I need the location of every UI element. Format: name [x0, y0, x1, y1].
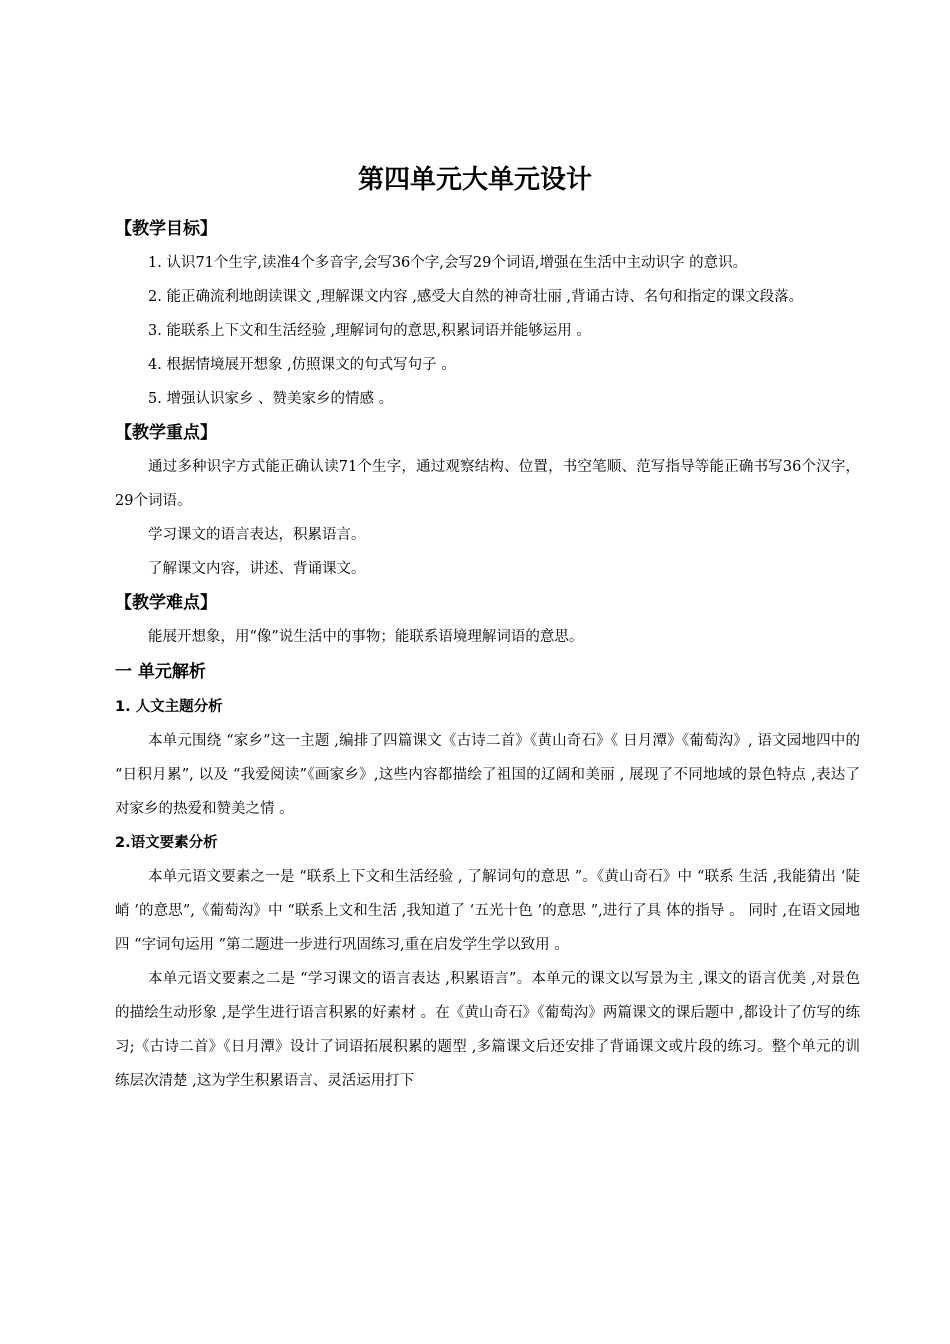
objective-item-2: 2. 能正确流利地朗读课文 ,理解课文内容 ,感受大自然的神奇壮丽 ,背诵古诗、名句和指定的课文段落。 [148, 289, 804, 305]
key-points-heading: 【教学重点】 [115, 423, 217, 443]
difficulties-heading: 【教学难点】 [115, 593, 217, 613]
key-point-3: 了解课文内容，讲述、背诵课文。 [148, 561, 366, 577]
difficulty-1: 能展开想象，用“像”说生活中的事物；能联系语境理解词语的意思。 [148, 629, 584, 645]
objective-item-5: 5. 增强认识家乡 、赞美家乡的情感 。 [148, 391, 394, 407]
language-paragraph-1: 本单元语文要素之一是 “联系上下文和生活经验 , 了解词句的意思 ”。《黄山奇石》中 “联系 生活 ,我能猜出 ‘陡峭 ’的意思”,《葡萄沟》中 “联系上文和生活 ,我知道了 ‘五光十色 ’的意思 ”,进行了具 体的指导 。 同时 ,在语文园地四 “字词句运用 ”第二题进一步进行巩固练习,重在启发学生学以致用 。 [115, 869, 860, 953]
language-paragraph-2: 本单元语文要素之二是 “学习课文的语言表达 ,积累语言”。本单元的课文以写景为主 ,课文的语言优美 ,对景色的描绘生动形象 ,是学生进行语言积累的好素材 。在《黄山奇石》《葡萄沟》两篇课文的课后题中 ,都设计了仿写的练习;《古诗二首》《日月潭》设计了词语拓展积累的题型 ,多篇课文后还安排了背诵课文或片段的练习。整个单元的训练层次清楚 ,这为学生积累语言、灵活运用打下 [115, 971, 860, 1089]
key-point-1: 通过多种识字方式能正确认读71个生字，通过观察结构、位置，书空笔顺、范写指导等能正确书写36个汉字，29个词语。 [115, 459, 860, 509]
key-point-2: 学习课文的语言表达，积累语言。 [148, 527, 366, 543]
objective-item-1: 1. 认识71个生字,读准4个多音字,会写36个字,会写29个词语,增强在生活中主动识字 的意识。 [148, 255, 748, 271]
objectives-heading: 【教学目标】 [115, 219, 217, 239]
objective-item-4: 4. 根据情境展开想象 ,仿照课文的句式写句子 。 [148, 357, 456, 373]
document-title: 第四单元大单元设计 [357, 165, 592, 195]
objective-item-3: 3. 能联系上下文和生活经验 ,理解词句的意思,积累词语并能够运用 。 [148, 323, 591, 339]
subsection-heading-language: 2.语文要素分析 [115, 835, 218, 851]
document-body [115, 212, 860, 1098]
theme-paragraph: 本单元围绕 “家乡”这一主题 ,编排了四篇课文《古诗二首》《黄山奇石》《 日月潭》《葡萄沟》, 语文园地四中的 “日积月累”, 以及 “我爱阅读”《画家乡》,这些内容都描绘了祖国的辽阔和美丽 , 展现了不同地域的景色特点 ,表达了对家乡的热爱和赞美之情 。 [115, 733, 860, 817]
section-heading-unit-analysis: 一 单元解析 [115, 662, 206, 682]
subsection-heading-theme: 1. 人文主题分析 [115, 699, 223, 715]
